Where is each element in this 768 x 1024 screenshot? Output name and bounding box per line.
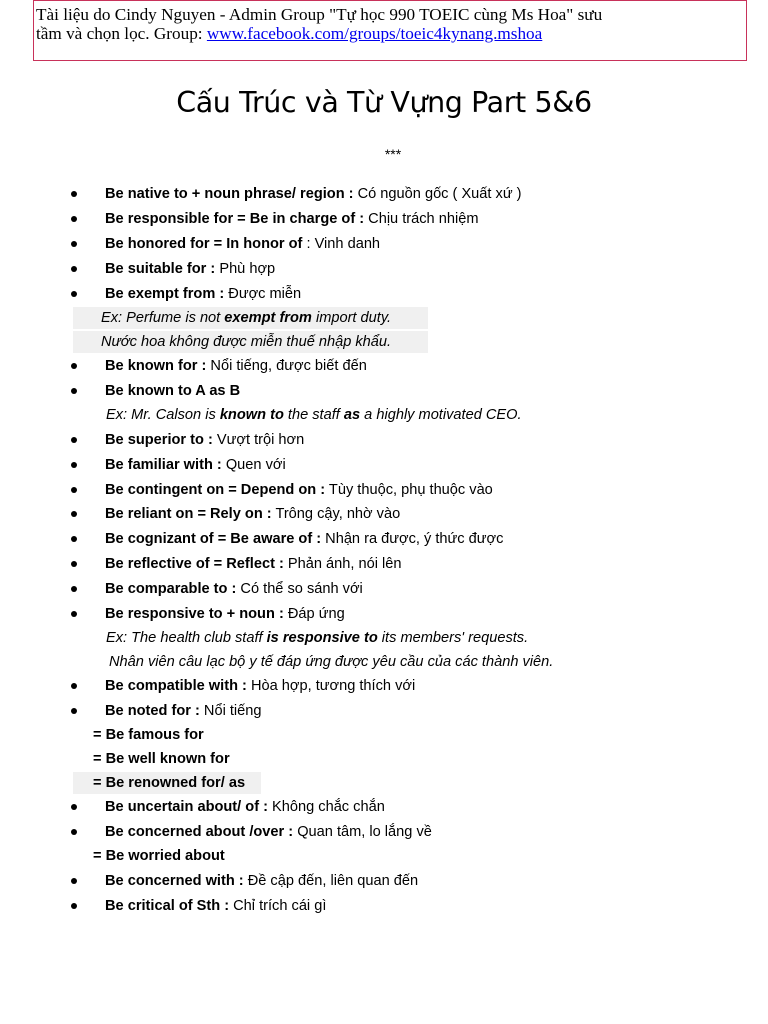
bullet-icon [71,536,77,542]
example-sentence: Ex: Mr. Calson is known to the staff as a highly motivated CEO. [106,407,522,423]
item-meaning: Có nguồn gốc ( Xuất xứ ) [353,186,522,202]
bullet-icon [71,829,77,835]
item-term: Be uncertain about/ of : [105,799,268,815]
bullet-icon [71,437,77,443]
bullet-icon [71,191,77,197]
item-meaning: Nổi tiếng, được biết đến [206,358,367,374]
item-term: Be critical of Sth : [105,898,230,914]
bullet-icon [71,878,77,884]
bullet-icon [71,216,77,222]
source-note-line1: Tài liệu do Cindy Nguyen - Admin Group "Tự học 990 TOEIC cùng Ms Hoa" sưu [36,5,603,24]
example-sentence: Ex: The health club staff is responsive to its members' requests. [106,630,529,646]
source-note-line2: tầm và chọn lọc. Group: www.facebook.com/groups/toeic4kynang.mshoa [36,24,543,43]
bullet-icon [71,266,77,272]
example-keyword: exempt from [224,310,312,326]
synonym-line: = Be worried about [93,848,225,864]
item-meaning: Hòa hợp, tương thích với [246,678,416,694]
item-term: Be concerned with : [105,873,244,889]
item-term: Be comparable to : [105,581,237,597]
item-term: Be familiar with : [105,457,222,473]
item-term: Be native to + noun phrase/ region : [105,186,354,202]
bullet-icon [71,487,77,493]
item-term: Be exempt from : [105,286,225,302]
facebook-group-link[interactable]: www.facebook.com/groups/toeic4kynang.mshoa [206,24,543,43]
bullet-icon [71,388,77,394]
item-meaning: Đáp ứng [283,606,345,622]
bullet-icon [71,586,77,592]
item-term: Be noted for : [105,703,200,719]
item-meaning: Nổi tiếng [199,703,262,719]
bullet-icon [71,291,77,297]
item-meaning: Có thể so sánh với [236,581,363,597]
example-sentence: Ex: Perfume is not exempt from import duty. [73,307,428,329]
source-note-box [33,0,747,61]
item-meaning: Phù hợp [215,261,276,277]
bullet-icon [71,611,77,617]
item-meaning: Không chắc chắn [267,799,385,815]
item-meaning: : Vinh danh [302,236,381,252]
item-term: Be responsive to + noun : [105,606,284,622]
separator: *** [384,146,402,162]
item-meaning: Nhận ra được, ý thức được [321,531,504,547]
bullet-icon [71,683,77,689]
synonym-line: = Be well known for [93,751,230,767]
item-term: Be responsible for = Be in charge of : [105,211,365,227]
item-meaning: Được miễn [224,286,302,302]
item-term: Be reliant on = Rely on : [105,506,272,522]
item-meaning: Chịu trách nhiệm [364,211,479,227]
bullet-icon [71,903,77,909]
bullet-icon [71,462,77,468]
item-meaning: Vượt trội hơn [212,432,305,448]
synonym-line: = Be famous for [93,727,204,743]
item-term: Be contingent on = Depend on : [105,482,326,498]
item-meaning: Trông cậy, nhờ vào [271,506,401,522]
item-term: Be concerned about /over : [105,824,294,840]
example-translation: Nước hoa không được miễn thuế nhập khẩu. [73,331,428,353]
item-meaning: Phản ánh, nói lên [283,556,402,572]
page-title: Cấu Trúc và Từ Vựng Part 5&6 [176,86,592,119]
item-term: Be superior to : [105,432,213,448]
item-meaning: Tùy thuộc, phụ thuộc vào [325,482,493,498]
bullet-icon [71,708,77,714]
item-term: Be known for : [105,358,207,374]
item-meaning: Quan tâm, lo lắng về [293,824,432,840]
bullet-icon [71,241,77,247]
bullet-icon [71,804,77,810]
item-term: Be honored for = In honor of [105,236,303,252]
bullet-icon [71,363,77,369]
example-keyword: as [343,407,361,423]
item-meaning: Chỉ trích cái gì [229,898,327,914]
item-meaning: Quen với [221,457,286,473]
item-term: Be reflective of = Reflect : [105,556,284,572]
bullet-icon [71,511,77,517]
item-term: Be cognizant of = Be aware of : [105,531,322,547]
synonym-line: = Be renowned for/ as [73,772,261,794]
item-term: Be suitable for : [105,261,216,277]
item-term: Be known to A as B [105,383,241,399]
bullet-icon [71,561,77,567]
example-keyword: is responsive to [266,630,378,646]
example-translation: Nhân viên câu lạc bộ y tế đáp ứng được yêu cầu của các thành viên. [109,654,554,670]
example-keyword: known to [219,407,284,423]
item-term: Be compatible with : [105,678,247,694]
item-meaning: Đề cập đến, liên quan đến [243,873,419,889]
